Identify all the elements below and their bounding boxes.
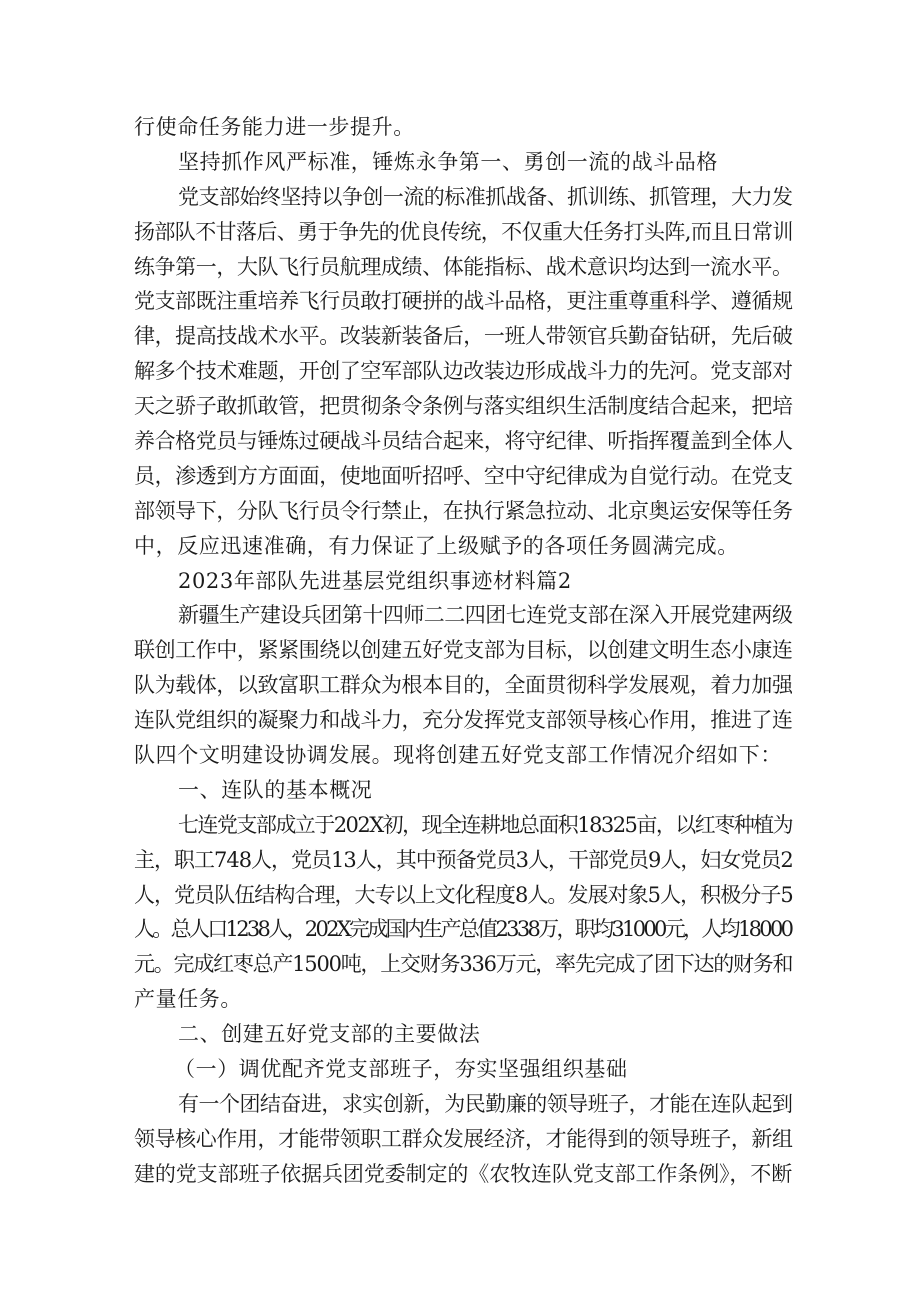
- paragraph-line: 律，提高技战术水平。改装新装备后，一班人带领官兵勤奋钻研，先后破: [134, 324, 793, 349]
- paragraph-line: 党支部既注重培养飞行员敢打硬拼的战斗品格，更注重尊重科学、遵循规: [134, 289, 793, 314]
- paragraph-line: 人，党员队伍结构合理，大专以上文化程度8人。发展对象5人，积极分子5: [134, 882, 793, 907]
- paragraph-line: 部领导下，分队飞行员令行禁止，在执行紧急拉动、北京奥运安保等任务: [134, 498, 793, 523]
- paragraph-line: 扬部队不甘落后、勇于争先的优良传统，不仅重大任务打头阵,而且日常训: [134, 219, 793, 244]
- section-heading: 坚持抓作风严标准，锤炼永争第一、勇创一流的战斗品格: [178, 149, 718, 174]
- paragraph-line: 人。总人口1238人，202X完成国内生产总值2338万，职均31000元，人均18000: [134, 917, 792, 942]
- section-heading: 一、连队的基本概况: [178, 777, 373, 802]
- paragraph-line: 队四个文明建设协调发展。现将创建五好党支部工作情况介绍如下：: [134, 743, 782, 768]
- paragraph-line: 领导核心作用，才能带领职工群众发展经济，才能得到的领导班子，新组: [134, 1126, 793, 1151]
- section-heading: 二、创建五好党支部的主要做法: [178, 1022, 481, 1047]
- paragraph-line: 有一个团结奋进，求实创新，为民勤廉的领导班子，才能在连队起到: [178, 1091, 793, 1116]
- paragraph-line: 联创工作中，紧紧围绕以创建五好党支部为目标，以创建文明生态小康连: [134, 638, 793, 663]
- article-title: 2023年部队先进基层党组织事迹材料篇2: [178, 568, 572, 593]
- paragraph-line: 员，渗透到方方面面，使地面听招呼、空中守纪律成为自觉行动。在党支: [134, 463, 793, 488]
- paragraph-line: 新疆生产建设兵团第十四师二二四团七连党支部在深入开展党建两级: [178, 603, 793, 628]
- paragraph-line: 解多个技术难题，开创了空军部队边改装边形成战斗力的先河。党支部对: [134, 359, 793, 384]
- subsection-heading: （一）调优配齐党支部班子，夯实坚强组织基础: [174, 1057, 628, 1082]
- paragraph-line: 连队党组织的凝聚力和战斗力，充分发挥党支部领导核心作用，推进了连: [134, 708, 793, 733]
- document-body: [134, 110, 794, 1192]
- paragraph-line: 主，职工748人，党员13人，其中预备党员3人，干部党员9人，妇女党员2: [134, 847, 793, 872]
- paragraph-line: 天之骄子敢抓敢管，把贯彻条令条例与落实组织生活制度结合起来，把培: [134, 394, 793, 419]
- paragraph-line: 建的党支部班子依据兵团党委制定的《农牧连队党支部工作条例》，不断: [134, 1161, 793, 1186]
- paragraph-line: 七连党支部成立于202X初，现全连耕地总面积18325亩，以红枣种植为: [178, 812, 793, 837]
- paragraph-line: 产量任务。: [134, 987, 242, 1012]
- paragraph-line: 练争第一，大队飞行员航理成绩、体能指标、战术意识均达到一流水平。: [134, 254, 793, 279]
- paragraph-line: 党支部始终坚持以争创一流的标准抓战备、抓训练、抓管理，大力发: [178, 184, 793, 209]
- paragraph-line: 养合格党员与锤炼过硬战斗员结合起来，将守纪律、听指挥覆盖到全体人: [134, 429, 793, 454]
- paragraph-line: 中，反应迅速准确，有力保证了上级赋予的各项任务圆满完成。: [134, 533, 739, 558]
- paragraph-line: 队为载体，以致富职工群众为根本目的，全面贯彻科学发展观，着力加强: [134, 673, 793, 698]
- text-line: 行使命任务能力进一步提升。: [134, 115, 415, 139]
- paragraph-line: 元。完成红枣总产1500吨，上交财务336万元，率先完成了团下达的财务和: [134, 952, 793, 977]
